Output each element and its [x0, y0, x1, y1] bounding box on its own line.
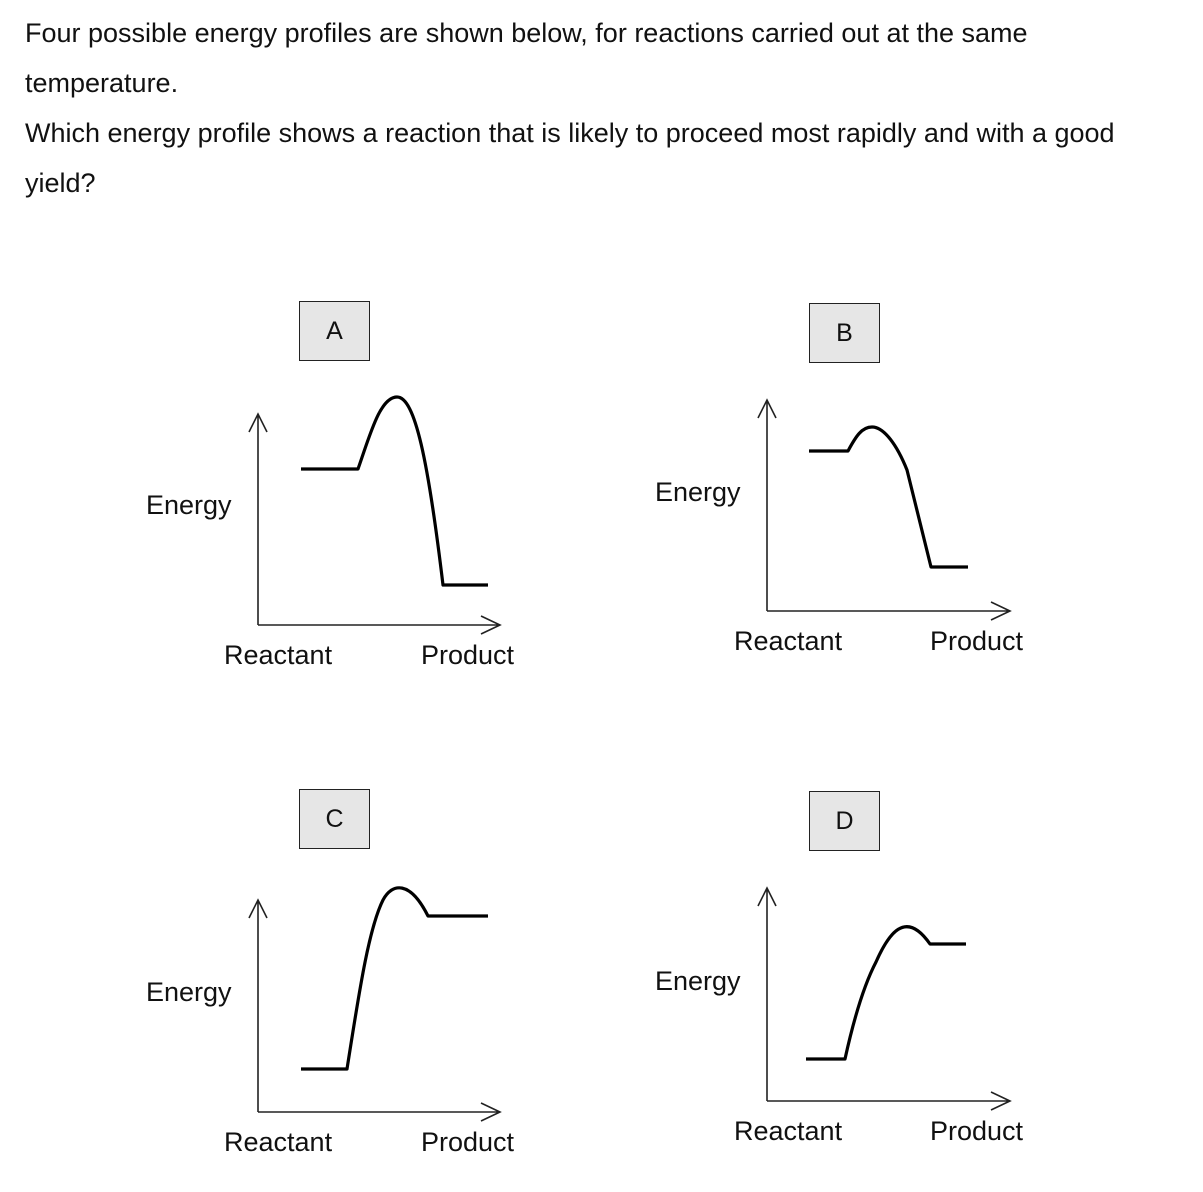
option-label-d[interactable]: D	[809, 791, 880, 851]
x-axis-start-label-c: Reactant	[224, 1127, 333, 1157]
energy-curve-d	[806, 927, 966, 1059]
x-axis-start-label-d: Reactant	[734, 1116, 843, 1146]
x-axis-end-label-d: Product	[930, 1116, 1024, 1146]
option-label-b[interactable]: B	[809, 303, 880, 363]
question-line-2: Which energy profile shows a reaction that is likely to proceed most rapidly and with a good yield?	[25, 118, 1115, 198]
y-axis-label-c: Energy	[146, 977, 232, 1007]
x-axis-end-label-b: Product	[930, 626, 1024, 656]
y-axis-label-a: Energy	[146, 490, 232, 520]
option-label-c[interactable]: C	[299, 789, 370, 849]
x-axis-start-label-a: Reactant	[224, 640, 333, 670]
x-axis-end-label-a: Product	[421, 640, 515, 670]
x-axis-start-label-b: Reactant	[734, 626, 843, 656]
question-line-1: Four possible energy profiles are shown below, for reactions carried out at the same temperature.	[25, 18, 1028, 98]
option-label-a[interactable]: A	[299, 301, 370, 361]
energy-axis-d	[758, 888, 776, 1101]
y-axis-label-b: Energy	[655, 477, 741, 507]
y-axis-label-d: Energy	[655, 966, 741, 996]
reaction-axis-d	[767, 1092, 1010, 1110]
x-axis-end-label-c: Product	[421, 1127, 515, 1157]
